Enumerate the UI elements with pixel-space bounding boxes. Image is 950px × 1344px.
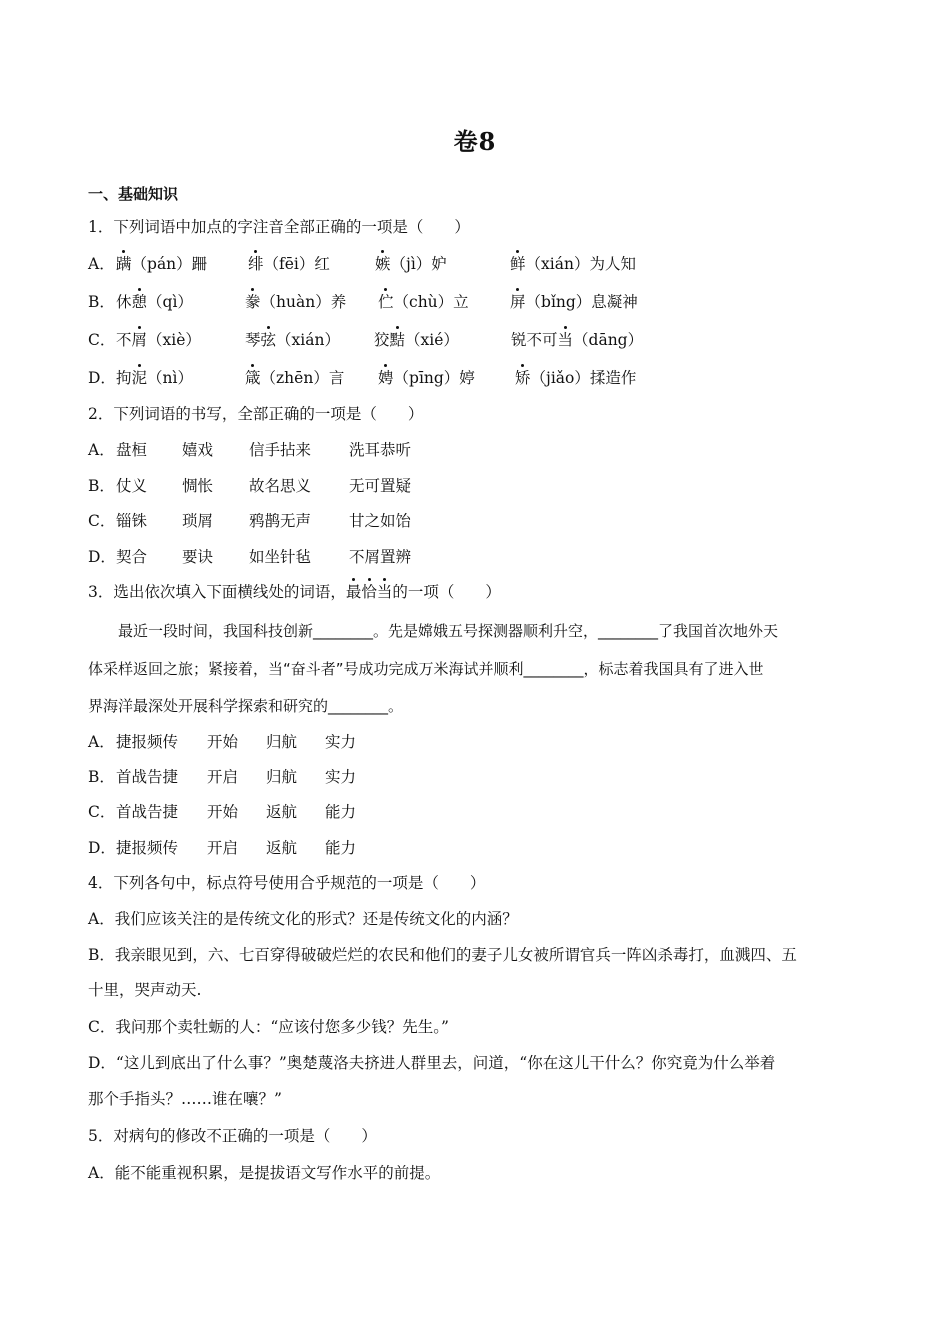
question-4-option-b: B．我亲眼见到，六、七百穿得破破烂烂的农民和他们的妻子儿女被所谓官兵一阵凶杀毒打，血溅四、五 xyxy=(88,946,797,964)
option-item: 不屑（xiè） xyxy=(116,331,201,349)
option-item: 绯（fēi）红 xyxy=(248,255,330,273)
option-item: 娉（pīng）婷 xyxy=(378,369,475,387)
option-item: 休憩（qì） xyxy=(116,293,193,311)
option-item: 拘泥（nì） xyxy=(116,369,193,387)
option-item: 箴（zhēn）言 xyxy=(245,369,345,387)
question-4-option-c: C．我问那个卖牡蛎的人：“应该付您多少钱？先生。” xyxy=(88,1018,449,1036)
option-item: 伫（chù）立 xyxy=(378,293,469,311)
question-1-stem: 1．下列词语中加点的字注音全部正确的一项是（ ） xyxy=(88,218,470,236)
option-item: 琴弦（xián） xyxy=(245,331,340,349)
question-3-stem: 3．选出依次填入下面横线处的词语，最恰当的一项（ ） xyxy=(88,583,501,601)
question-4-stem: 4．下列各句中，标点符号使用合乎规范的一项是（ ） xyxy=(88,874,486,892)
option-item: 豢（huàn）养 xyxy=(245,293,347,311)
question-4-option-a: A．我们应该关注的是传统文化的形式？还是传统文化的内涵？ xyxy=(88,910,518,928)
option-item: 矫（jiǎo）揉造作 xyxy=(515,369,637,387)
option-item: 鲜（xián）为人知 xyxy=(510,255,636,273)
question-5-option-a: A．能不能重视积累，是提拔语文写作水平的前提。 xyxy=(88,1164,441,1182)
document-page: 卷8 一、基础知识 1．下列词语中加点的字注音全部正确的一项是（ ） A． 蹒（pán）跚 绯（fēi）红 嫉（jì）妒 鲜（xián）为人知 B． 休憩（qì） 豢（huàn）养 伫（chù）立 屏（bǐng）息凝神 C． 不屑（xiè） 琴弦（xián） 狡黠（xié） 锐不可当（dāng） D． 拘泥（nì） 箴（zhēn）言 娉（pīng）婷 矫（jiǎo）揉造作 2．下列词语的书写，全部正确的一项是（ ） A． 盘桓 嬉戏 信手拈来 洗耳恭听 B． 仗义 惆怅 故名思义 无可置疑 C． 锱铢 琐屑 鸦鹊无声 甘之如饴 D． 契合 要诀 如坐针毡 不屑置辨 3．选出依次填入下面横线处的词语，最恰当的一项（ ） 最近一段时间，我国科技创新________。先是嫦娥五号探测器顺利升空，________了我国首次地外天 体采样返回之旅；紧接着，当“奋斗者”号成功完成万米海试并顺利________，标志着我国具有了进入世 界海洋最深处开展科学探索和研究的________。 A． 捷报频传 开始 归航 实力 B． 首战告捷 开启 归航 实力 C． 首战告捷 开始 返航 能力 D． 捷报频传 开启 返航 能力 4．下列各句中，标点符号使用合乎规范的一项是（ ） A．我们应该关注的是传统文化的形式？还是传统文化的内涵？ B．我亲眼见到，六、七百穿得破破烂烂的农民和他们的妻子儿女被所谓官兵一阵凶杀毒打，血溅四、五 十里，哭声动天. C．我问那个卖牡蛎的人：“应该付您多少钱？先生。” D．“这儿到底出了什么事？”奥楚蔑洛夫挤进人群里去，问道，“你在这儿干什么？你究竟为什么举着 那个手指头？……谁在嚷？” 5．对病句的修改不正确的一项是（ ） A．能不能重视积累，是提拔语文写作水平的前提。 xyxy=(0,0,950,1344)
option-item: 蹒（pán）跚 xyxy=(116,255,208,273)
question-4-option-b-cont: 十里，哭声动天. xyxy=(88,981,202,999)
option-item: 屏（bǐng）息凝神 xyxy=(510,293,638,311)
question-2-stem: 2．下列词语的书写，全部正确的一项是（ ） xyxy=(88,405,424,423)
question-5-stem: 5．对病句的修改不正确的一项是（ ） xyxy=(88,1127,377,1145)
passage-line: 体采样返回之旅；紧接着，当“奋斗者”号成功完成万米海试并顺利________，标志着我国具有了进入世 xyxy=(88,660,764,678)
option-item: 狡黠（xié） xyxy=(374,331,459,349)
passage-line: 界海洋最深处开展科学探索和研究的________。 xyxy=(88,697,404,715)
passage-line: 最近一段时间，我国科技创新________。先是嫦娥五号探测器顺利升空，________了我国首次地外天 xyxy=(88,622,779,640)
question-4-option-d: D．“这儿到底出了什么事？”奥楚蔑洛夫挤进人群里去，问道，“你在这儿干什么？你究竟为什么举着 xyxy=(88,1054,776,1072)
option-item: 嫉（jì）妒 xyxy=(375,255,447,273)
option-item: 锐不可当（dāng） xyxy=(511,331,644,349)
question-4-option-d-cont: 那个手指头？……谁在嚷？” xyxy=(88,1090,282,1108)
section-heading: 一、基础知识 xyxy=(88,185,179,203)
page-title: 卷8 xyxy=(453,127,497,156)
